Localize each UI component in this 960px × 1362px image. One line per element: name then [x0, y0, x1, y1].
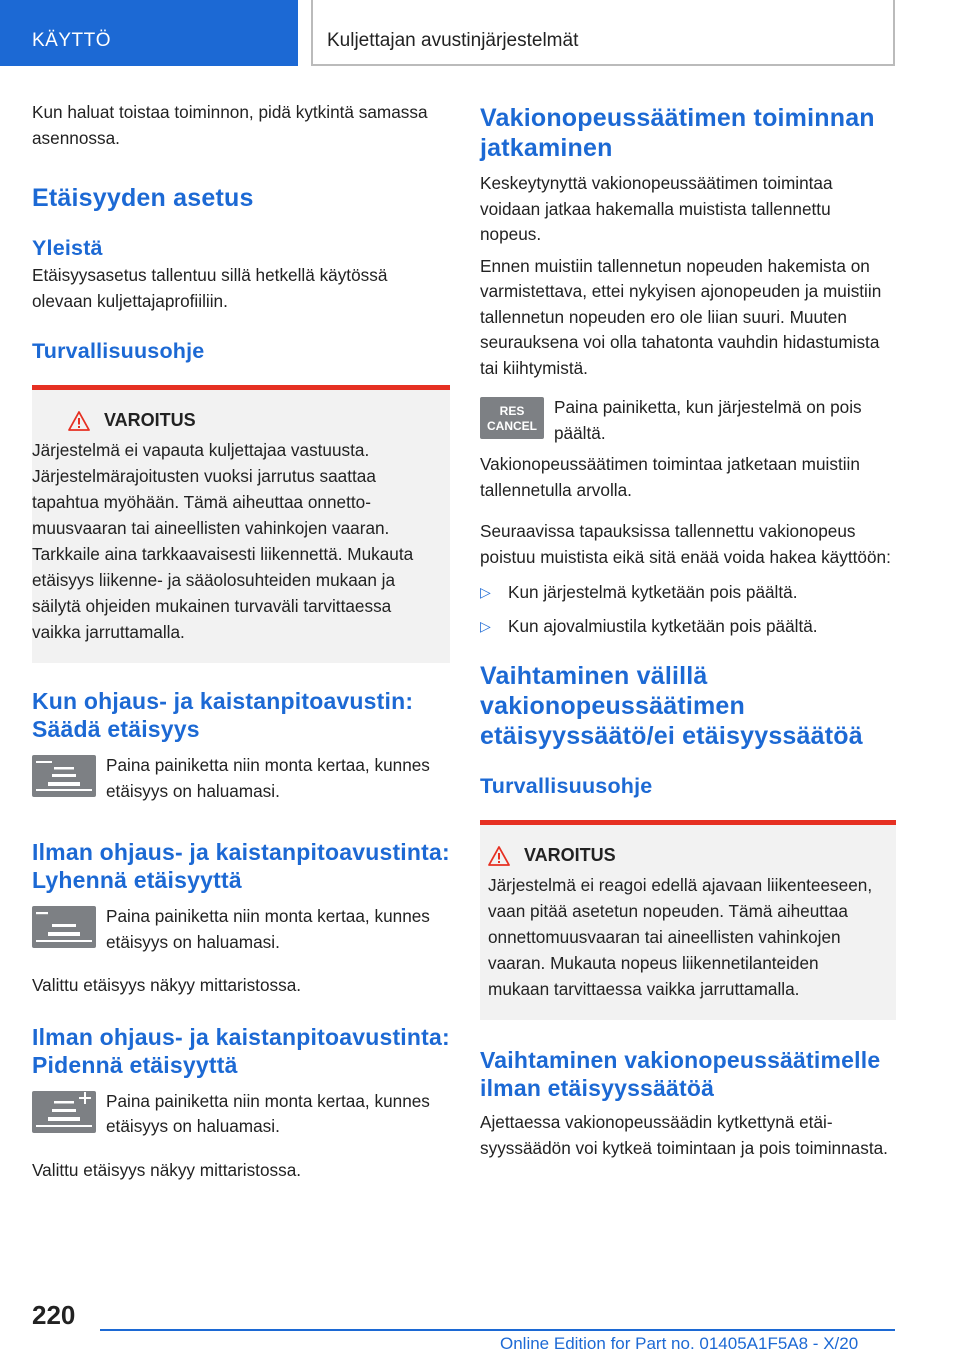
- list-item: [480, 614, 896, 640]
- right-column: [480, 100, 896, 1161]
- resume-paragraph-3: Vakionopeussäätimen toimintaa jatketaan muistiin tallennetulla arvolla.: [480, 454, 860, 500]
- triangle-bullet-icon: ▷: [480, 617, 491, 634]
- triangle-bullet-icon: ▷: [480, 584, 491, 600]
- conditions-list: [480, 580, 896, 639]
- heading-without: Vaihtaminen vakionopeussäätimelle ilman etäisyyssäätöä: [480, 1047, 881, 1101]
- res-text: Paina painiketta, kun järjestelmä on pois päältä.: [554, 397, 862, 443]
- footer-divider: [100, 1329, 895, 1331]
- warning-title-text: VAROITUS: [104, 410, 196, 430]
- intro-text: Kun haluat toistaa toiminnon, pidä kytkintä samassa asennossa.: [32, 102, 428, 148]
- page-header: [0, 0, 960, 66]
- heading-safety-right: Turvallisuusohje: [480, 774, 653, 798]
- warning-text: Järjestelmä ei vapauta kuljettajaa vastuusta. Järjestelmärajoitusten vuoksi jarrutus saattaa tapahtua myöhään. Tämä aiheuttaa onnettomuusvaaran tai aineellisten vahinkojen vaaran. Tarkkaile aina tarkkaavaisesti liikennettä. Mukauta etäisyys liikenne- ja sääolosuhteiden mukaan ja säilytä ohjeiden mukainen turvaväli tarvittaessa vaikka jarruttamalla.: [32, 440, 414, 642]
- lengthen-text: Paina painiketta niin monta kertaa, kunnes etäisyys on haluamasi.: [106, 1090, 430, 1136]
- warning-text: Järjestelmä ei reagoi edellä ajavaan liikenteeseen, vaan pitää asetetun nopeuden. Tämä aiheuttaa onnettomuusvaaran tai aineellisten vahinkojen vaaran. Mukauta nopeus liikennetilanteiden mukaan tarvittaessa vaikka jarruttamalla.: [488, 875, 873, 999]
- shorten-text: Paina painiketta niin monta kertaa, kunnes etäisyys on haluamasi.: [106, 906, 430, 952]
- heading-safety: Turvallisuusohje: [32, 339, 205, 363]
- list-item: [480, 580, 896, 606]
- resume-paragraph-4: Seuraavissa tapauksissa tallennettu vakionopeus poistuu muistista eikä sitä enää voida hakea käyttöön:: [480, 521, 891, 567]
- warning-title: [68, 410, 436, 431]
- lengthen-instruction: [32, 1089, 450, 1140]
- heading-distance-setting: Etäisyyden asetus: [32, 184, 254, 212]
- section-title: KÄYTTÖ: [32, 30, 112, 51]
- distance-minus-button-icon: [32, 906, 96, 948]
- left-column: [32, 100, 450, 1183]
- shorten-instruction: [32, 904, 450, 955]
- footer-edition: Online Edition for Part no. 01405A1F5A8 - X/20: [500, 1334, 859, 1353]
- section-tab: [0, 0, 298, 66]
- res-cancel-button-icon: [480, 397, 544, 439]
- general-text: Etäisyysasetus tallentuu sillä hetkellä käytössä olevaan kuljettajaprofiiliin.: [32, 265, 388, 311]
- with-steering-instruction: [32, 753, 450, 804]
- warning-title: [488, 845, 882, 866]
- heading-shorten: Ilman ohjaus- ja kaistanpitoavustinta: Lyhennä etäisyyttä: [32, 839, 450, 893]
- heading-lengthen: Ilman ohjaus- ja kaistanpitoavustinta: Pidennä etäisyyttä: [32, 1023, 450, 1078]
- warning-box: [32, 385, 450, 663]
- distance-plus-button-icon: [32, 1091, 96, 1133]
- heading-general: Yleistä: [32, 236, 103, 260]
- page-number: 220: [32, 1300, 76, 1330]
- heading-resume: Vakionopeussäätimen toiminnan jatkaminen: [480, 104, 875, 162]
- resume-paragraph-1: Keskeytynyttä vakionopeussäätimen toimintaa voidaan jatkaa hakemalla muistista tallennettu nopeus.: [480, 173, 833, 244]
- list-item-text: Kun järjestelmä kytketään pois päältä.: [508, 582, 798, 602]
- chapter-title: Kuljettajan avustinjärjestelmät: [327, 30, 579, 51]
- heading-with-steering: Kun ohjaus- ja kaistanpitoavustin: Säädä etäisyys: [32, 688, 414, 742]
- res-label: RES: [499, 404, 525, 418]
- shorten-after-text: Valittu etäisyys näkyy mittaristossa.: [32, 975, 302, 995]
- warning-title-text: VAROITUS: [524, 845, 616, 865]
- without-text: Ajettaessa vakionopeussäädin kytkettynä etäisyyssäädön voi kytkeä toimintaan ja pois toiminnasta.: [480, 1112, 888, 1158]
- heading-switch: Vaihtaminen välillä vakionopeussäätimen etäisyyssäätö/ei etäisyyssäätöä: [480, 662, 863, 750]
- warning-triangle-icon: [488, 846, 510, 866]
- warning-triangle-icon: [68, 411, 90, 431]
- cancel-label: CANCEL: [487, 419, 537, 433]
- warning-box-right: [480, 820, 896, 1020]
- distance-button-icon: [32, 755, 96, 797]
- res-instruction: [480, 395, 896, 446]
- with-steering-text: Paina painiketta niin monta kertaa, kunnes etäisyys on haluamasi.: [106, 755, 430, 801]
- resume-paragraph-2: Ennen muistiin tallennetun nopeuden hakemista on varmistettava, ettei nykyisen ajonopeuden ja muistiin tallennetun nopeuden ero ole liian suuri. Muuten seurauksena voi olla tahatonta vauhdin hidastumista tai kiihtymistä.: [480, 255, 882, 378]
- list-item-text: Kun ajovalmiustila kytketään pois päältä.: [508, 615, 818, 636]
- chapter-box: [311, 0, 895, 66]
- lengthen-after-text: Valittu etäisyys näkyy mittaristossa.: [32, 1159, 302, 1180]
